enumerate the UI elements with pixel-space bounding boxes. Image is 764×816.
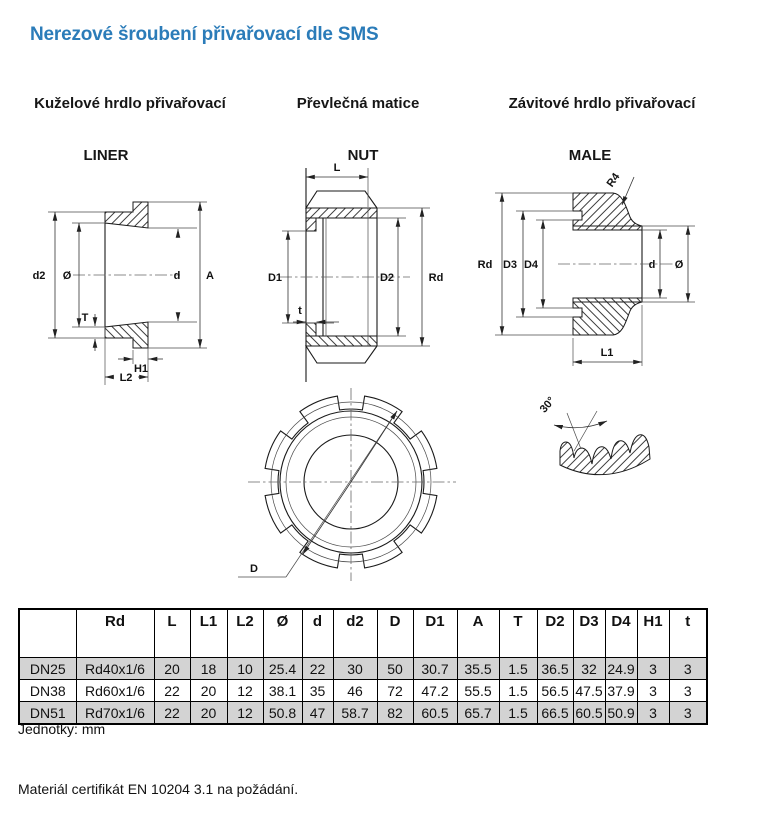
header-cell: Ø	[263, 609, 302, 658]
cell: 22	[154, 680, 190, 702]
cell: 30	[333, 658, 377, 680]
header-cell: A	[457, 609, 499, 658]
cell: 47.5	[573, 680, 605, 702]
dim-label-D: D	[250, 563, 258, 575]
cell: DN38	[19, 680, 76, 702]
dim-label-D3: D3	[502, 259, 518, 271]
cell: 35	[302, 680, 333, 702]
cell: 3	[637, 680, 669, 702]
table-row-dn25	[19, 658, 707, 680]
type-label-nut: NUT	[347, 147, 379, 164]
cell: 12	[227, 702, 263, 725]
cell: 60.5	[573, 702, 605, 725]
units-note: Jednotky: mm	[18, 721, 106, 737]
dim-label-A: A	[206, 270, 214, 282]
dim-label-d2: d2	[32, 270, 46, 282]
dim-label-diameter: Ø	[674, 259, 684, 271]
nut-body	[306, 168, 377, 382]
cell: 3	[669, 702, 707, 725]
header-cell: D2	[537, 609, 573, 658]
cell: 47.2	[413, 680, 457, 702]
header-cell: D3	[573, 609, 605, 658]
liner-cross-section-drawing	[15, 155, 245, 400]
header-cell: L1	[190, 609, 227, 658]
dim-label-L2: L2	[119, 372, 133, 384]
dim-label-D4: D4	[523, 259, 539, 271]
liner-dimensions	[33, 202, 214, 384]
cell: 18	[190, 658, 227, 680]
cell: 3	[669, 680, 707, 702]
header-cell	[19, 609, 76, 658]
cell: 3	[669, 658, 707, 680]
male-cross-section-drawing	[470, 155, 720, 395]
nut-dimensions	[268, 162, 443, 346]
cell: 30.7	[413, 658, 457, 680]
header-cell: t	[669, 609, 707, 658]
cell: 82	[377, 702, 413, 725]
dim-label-diameter: Ø	[62, 270, 72, 282]
cell: 32	[573, 658, 605, 680]
cell: 50	[377, 658, 413, 680]
cell: 3	[637, 658, 669, 680]
dim-label-D1: D1	[267, 272, 283, 284]
heading-male: Závitové hrdlo přivařovací	[508, 95, 696, 112]
header-cell: H1	[637, 609, 669, 658]
cell: 12	[227, 680, 263, 702]
dim-label-H1: H1	[133, 363, 149, 375]
dim-label-Rd: Rd	[428, 272, 444, 284]
cell: 50.9	[605, 702, 637, 725]
cell: 72	[377, 680, 413, 702]
liner-body	[105, 202, 148, 385]
dim-label-D2: D2	[379, 272, 395, 284]
header-cell: D	[377, 609, 413, 658]
cell: 1.5	[499, 702, 537, 725]
heading-liner: Kuželové hrdlo přivařovací	[34, 95, 226, 112]
cell: 3	[637, 702, 669, 725]
header-cell: L2	[227, 609, 263, 658]
type-label-liner: LINER	[83, 147, 129, 164]
dim-label-R4: R4	[604, 171, 623, 190]
nut-front-view-drawing	[230, 385, 470, 600]
cell: 25.4	[263, 658, 302, 680]
dim-label-L: L	[333, 162, 341, 174]
cell: 38.1	[263, 680, 302, 702]
cell: Rd40x1/6	[76, 658, 154, 680]
header-cell: Rd	[76, 609, 154, 658]
cell: 1.5	[499, 658, 537, 680]
cell: 56.5	[537, 680, 573, 702]
cell: 20	[190, 680, 227, 702]
thread-detail-body	[538, 395, 650, 475]
cell: 50.8	[263, 702, 302, 725]
male-body	[573, 193, 642, 366]
cell: Rd70x1/6	[76, 702, 154, 725]
table-row-dn51	[19, 702, 707, 725]
cell: 20	[154, 658, 190, 680]
page-title: Nerezové šroubení přivařovací dle SMS	[30, 24, 379, 45]
header-cell: d2	[333, 609, 377, 658]
cell: 36.5	[537, 658, 573, 680]
header-cell: D4	[605, 609, 637, 658]
dim-label-d: d	[173, 270, 181, 282]
cell: 55.5	[457, 680, 499, 702]
cell: Rd60x1/6	[76, 680, 154, 702]
dim-label-d: d	[648, 259, 656, 271]
cell: 47	[302, 702, 333, 725]
type-label-male: MALE	[568, 147, 612, 164]
dim-label-L1: L1	[600, 347, 614, 359]
cell: 58.7	[333, 702, 377, 725]
cell: 35.5	[457, 658, 499, 680]
dim-label-Rd: Rd	[477, 259, 493, 271]
thread-detail-drawing	[510, 385, 670, 495]
cell: 65.7	[457, 702, 499, 725]
cell: 22	[302, 658, 333, 680]
header-cell: L	[154, 609, 190, 658]
nut-front-dimension	[238, 411, 397, 577]
cell: 60.5	[413, 702, 457, 725]
table-header-row	[19, 609, 707, 658]
cell: 37.9	[605, 680, 637, 702]
header-cell: T	[499, 609, 537, 658]
cell: 22	[154, 702, 190, 725]
material-note: Materiál certifikát EN 10204 3.1 na požádání.	[18, 781, 299, 797]
dim-label-t: t	[298, 305, 302, 317]
cell: DN51	[19, 702, 76, 725]
table-row-dn38	[19, 680, 707, 702]
cell: 46	[333, 680, 377, 702]
dimensions-table	[18, 608, 708, 725]
cell: 66.5	[537, 702, 573, 725]
cell: 24.9	[605, 658, 637, 680]
cell: 10	[227, 658, 263, 680]
nut-front-body	[248, 388, 456, 581]
cell: 1.5	[499, 680, 537, 702]
header-cell: d	[302, 609, 333, 658]
dim-label-angle: 30°	[537, 394, 558, 416]
heading-nut: Převlečná matice	[296, 95, 420, 112]
cell: 20	[190, 702, 227, 725]
header-cell: D1	[413, 609, 457, 658]
cell: DN25	[19, 658, 76, 680]
nut-cross-section-drawing	[250, 155, 460, 390]
dim-label-T: T	[81, 312, 89, 324]
